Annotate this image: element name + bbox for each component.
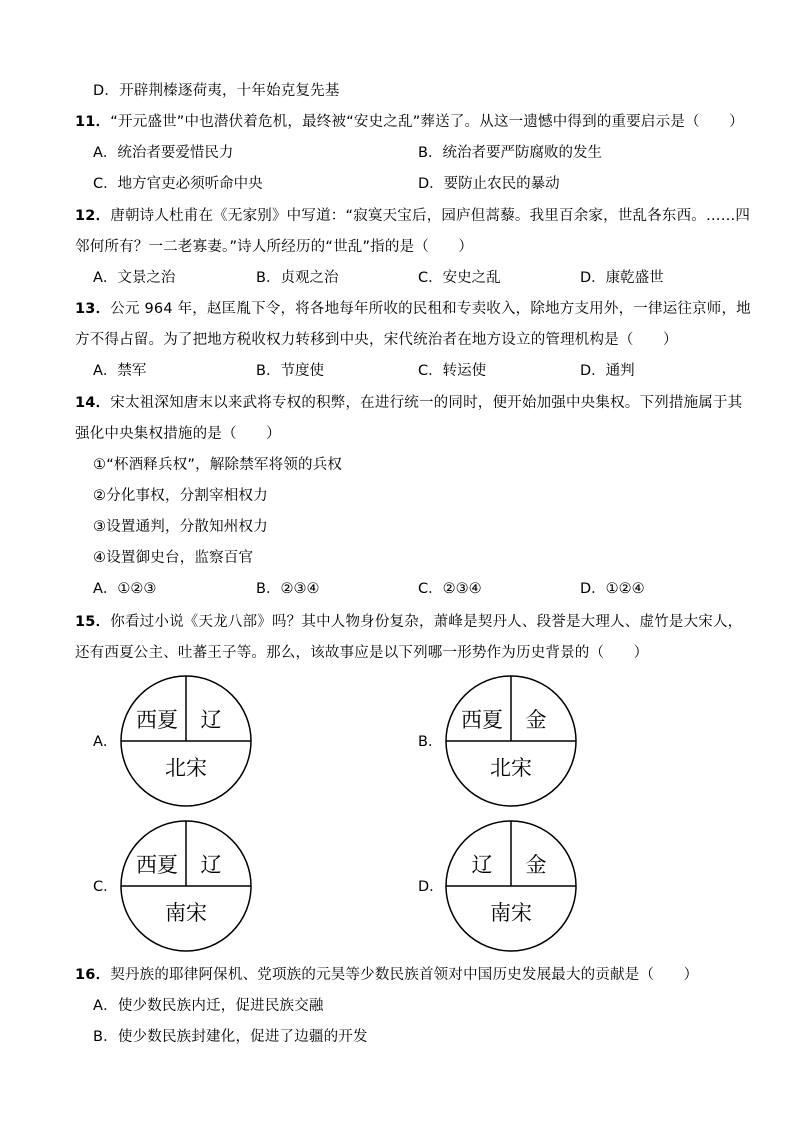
q13-option-d: D．通判 (580, 363, 635, 379)
question-stem: “开元盛世”中也潜伏着危机，最终被“安史之乱”葬送了。从这一遗憾中得到的重要启示是（ ） (110, 114, 744, 130)
question-13 (75, 299, 751, 319)
question-stem-line2: 还有西夏公主、吐蕃王子等。那么，该故事应是以下列哪一形势作为历史背景的（ ） (75, 645, 649, 661)
q11-option-d: D．要防止农民的暴动 (418, 176, 560, 192)
diagram-top-right-label: 辽 (200, 853, 222, 877)
q10-option-d: D．开辟荆榛逐荷夷，十年始克复先基 (93, 83, 340, 99)
question-16 (75, 965, 698, 985)
diagram-top-right-label: 金 (525, 708, 547, 732)
diagram-top-left-label: 西夏 (136, 708, 178, 732)
q15-option-b-letter: B． (418, 734, 443, 750)
question-stem-line1: 唐朝诗人杜甫在《无家别》中写道：“寂寞天宝后，园庐但蒿藜。我里百余家，世乱各东西。……四 (110, 208, 751, 224)
question-stem-line2: 邻何所有？一二老寡妻。”诗人所经历的“世乱”指的是（ ） (75, 239, 474, 255)
diagram-top-right-label: 辽 (200, 708, 222, 732)
question-number: 16． (75, 967, 111, 983)
q12-option-c: C．安史之乱 (418, 270, 501, 286)
q14-option-d: D．①②④ (580, 581, 645, 597)
q14-item-2: ②分化事权，分割宰相权力 (93, 488, 268, 504)
q16-option-b: B．使少数民族封建化，促进了边疆的开发 (93, 1029, 368, 1045)
q11-option-b: B．统治者要严防腐败的发生 (418, 145, 602, 161)
diagram-top-left-label: 西夏 (136, 853, 178, 877)
q15-option-c-diagram (118, 820, 254, 952)
q14-item-3: ③设置通判，分散知州权力 (93, 519, 268, 535)
q15-option-d-diagram (443, 820, 579, 952)
question-number: 12． (75, 208, 111, 224)
question-stem-line1: 公元 964 年，赵匡胤下令，将各地每年所收的民租和专卖收入，除地方支用外，一律运往京师，地 (110, 301, 751, 317)
diagram-bottom-label: 北宋 (490, 756, 532, 780)
q12-option-b: B．贞观之治 (256, 270, 339, 286)
diagram-top-left-label: 辽 (471, 853, 493, 877)
q11-option-c: C．地方官吏必须听命中央 (93, 176, 263, 192)
question-11 (75, 112, 744, 132)
q15-option-a-letter: A． (93, 734, 118, 750)
q14-option-a: A．①②③ (93, 581, 157, 597)
question-number: 14． (75, 395, 111, 411)
question-stem: 契丹族的耶律阿保机、党项族的元昊等少数民族首领对中国历史发展最大的贡献是（ ） (110, 967, 699, 983)
diagram-bottom-label: 南宋 (490, 901, 532, 925)
q16-option-a: A．使少数民族内迁，促进民族交融 (93, 998, 324, 1014)
diagram-top-left-label: 西夏 (461, 708, 503, 732)
question-stem-line1: 你看过小说《天龙八部》吗？其中人物身份复杂，萧峰是契丹人、段誉是大理人、虚竹是大宋人， (110, 614, 743, 630)
question-stem-line2: 方不得占留。为了把地方税收权力转移到中央，宋代统治者在地方设立的管理机构是（ ） (75, 332, 678, 348)
q14-option-c: C．②③④ (418, 581, 482, 597)
q15-option-c-letter: C． (93, 879, 118, 895)
q15-option-d-letter: D． (418, 879, 444, 895)
q14-item-1: ①“杯酒释兵权”，解除禁军将领的兵权 (93, 457, 343, 473)
q14-item-4: ④设置御史台，监察百官 (93, 550, 254, 566)
question-15 (75, 612, 742, 632)
question-number: 13． (75, 301, 111, 317)
q15-option-a-diagram (118, 675, 254, 807)
question-number: 11． (75, 114, 111, 130)
q15-option-b-diagram (443, 675, 579, 807)
diagram-top-right-label: 金 (525, 853, 547, 877)
question-12 (75, 206, 750, 226)
question-number: 15． (75, 614, 111, 630)
q13-option-a: A．禁军 (93, 363, 147, 379)
question-stem-line1: 宋太祖深知唐末以来武将专权的积弊，在进行统一的同时，便开始加强中央集权。下列措施属于其 (110, 395, 743, 411)
q12-option-d: D．康乾盛世 (580, 270, 664, 286)
q12-option-a: A．文景之治 (93, 270, 176, 286)
q11-option-a: A．统治者要爱惜民力 (93, 145, 234, 161)
question-14 (75, 393, 742, 413)
q14-option-b: B．②③④ (256, 581, 320, 597)
diagram-bottom-label: 南宋 (165, 901, 207, 925)
q13-option-c: C．转运使 (418, 363, 487, 379)
diagram-bottom-label: 北宋 (165, 756, 207, 780)
question-stem-line2: 强化中央集权措施的是（ ） (75, 426, 281, 442)
q13-option-b: B．节度使 (256, 363, 324, 379)
